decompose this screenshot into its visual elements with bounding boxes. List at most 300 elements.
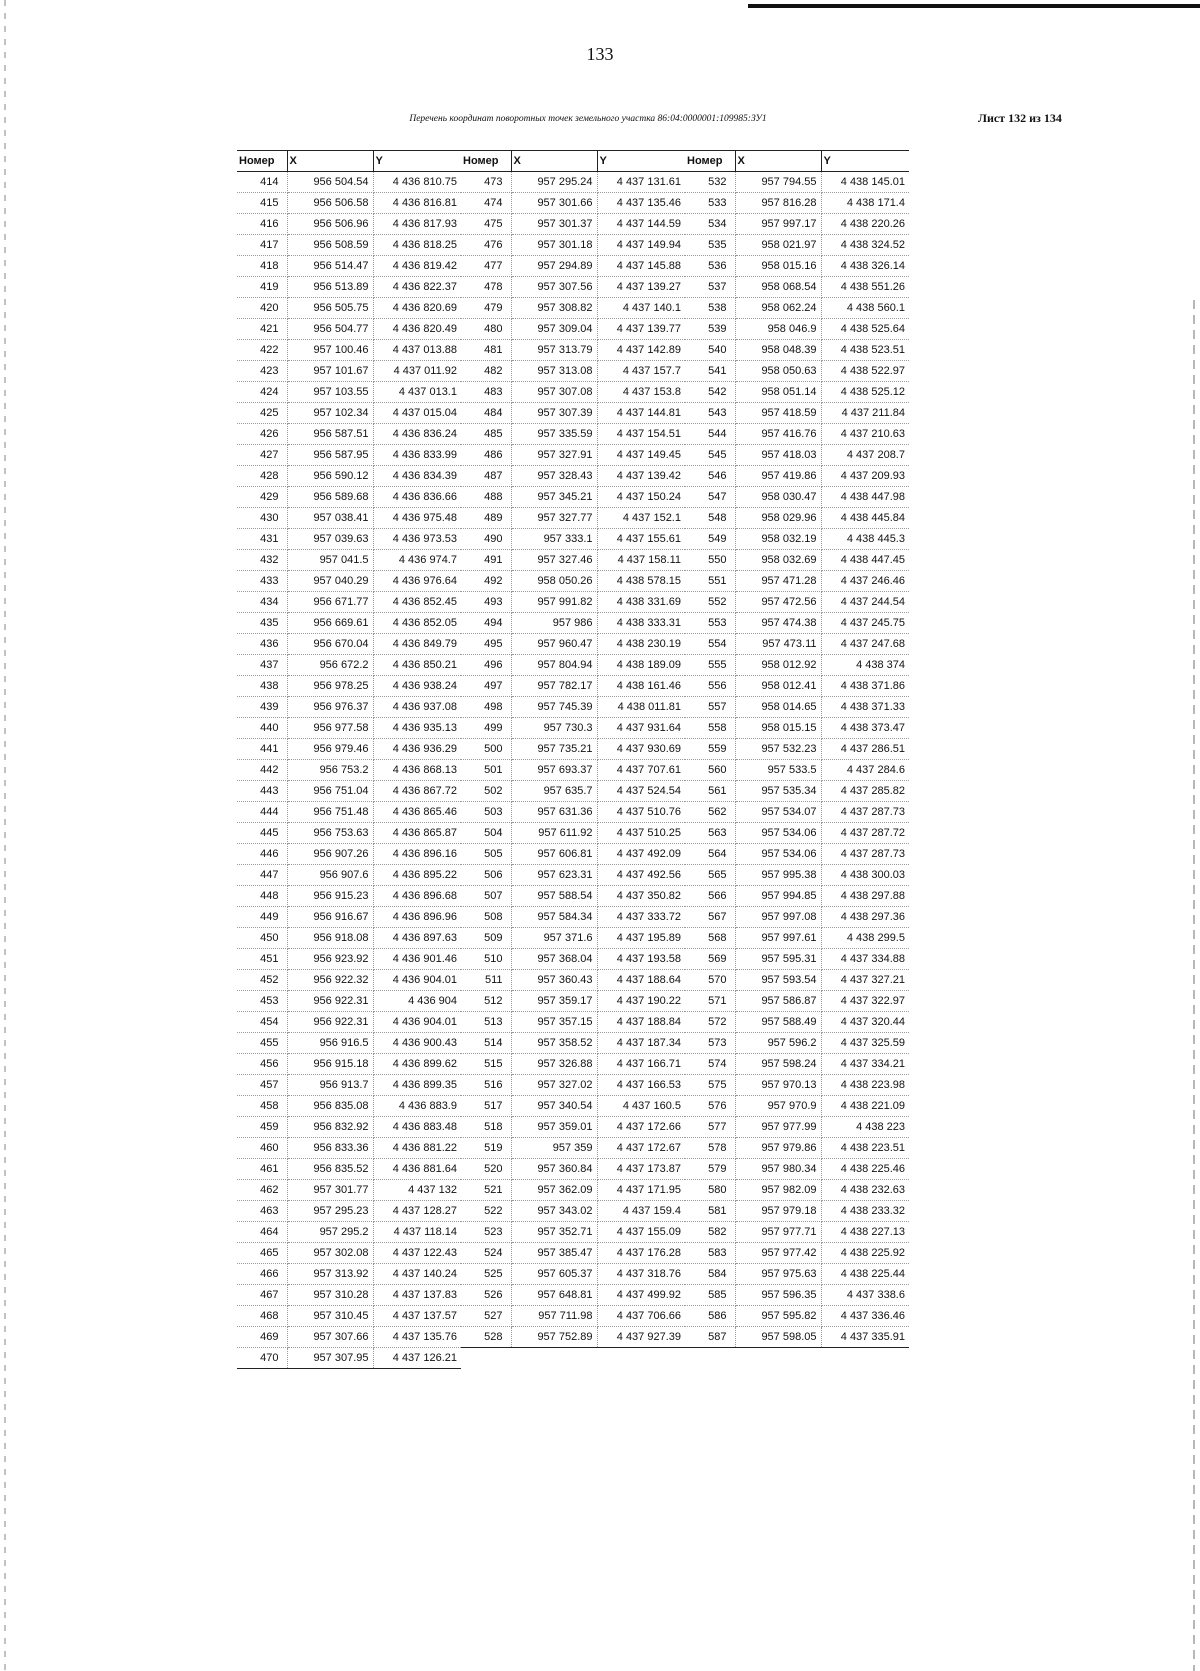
point-number-cell: 434 xyxy=(237,592,287,613)
point-number-cell: 468 xyxy=(237,1306,287,1327)
y-coordinate-cell: 4 438 225.46 xyxy=(821,1159,909,1180)
table-row xyxy=(237,445,461,466)
sheet-label: Лист 132 из 134 xyxy=(978,111,1062,125)
x-coordinate-cell: 957 606.81 xyxy=(511,844,597,865)
point-number-cell: 567 xyxy=(685,907,735,928)
point-number-cell: 450 xyxy=(237,928,287,949)
header-number: Номер xyxy=(237,151,287,172)
y-coordinate-cell: 4 437 013.1 xyxy=(373,382,461,403)
point-number-cell: 526 xyxy=(461,1285,511,1306)
y-coordinate-cell: 4 437 137.57 xyxy=(373,1306,461,1327)
table-row xyxy=(461,697,685,718)
table-row xyxy=(685,991,909,1012)
table-row xyxy=(685,1012,909,1033)
y-coordinate-cell: 4 437 287.73 xyxy=(821,802,909,823)
table-row xyxy=(237,214,461,235)
table-row xyxy=(685,928,909,949)
x-coordinate-cell: 956 670.04 xyxy=(287,634,373,655)
x-coordinate-cell: 958 032.69 xyxy=(735,550,821,571)
point-number-cell: 414 xyxy=(237,172,287,193)
point-number-cell: 453 xyxy=(237,991,287,1012)
table-row xyxy=(461,823,685,844)
x-coordinate-cell: 958 032.19 xyxy=(735,529,821,550)
point-number-cell: 577 xyxy=(685,1117,735,1138)
point-number-cell: 549 xyxy=(685,529,735,550)
x-coordinate-cell: 957 816.28 xyxy=(735,193,821,214)
header-x: X xyxy=(287,151,373,172)
x-coordinate-cell: 956 587.95 xyxy=(287,445,373,466)
y-coordinate-cell: 4 437 132 xyxy=(373,1180,461,1201)
y-coordinate-cell: 4 438 223 xyxy=(821,1117,909,1138)
point-number-cell: 452 xyxy=(237,970,287,991)
point-number-cell: 574 xyxy=(685,1054,735,1075)
point-number-cell: 458 xyxy=(237,1096,287,1117)
point-number-cell: 477 xyxy=(461,256,511,277)
x-coordinate-cell: 957 595.31 xyxy=(735,949,821,970)
point-number-cell: 494 xyxy=(461,613,511,634)
x-coordinate-cell: 956 832.92 xyxy=(287,1117,373,1138)
point-number-cell: 457 xyxy=(237,1075,287,1096)
y-coordinate-cell: 4 436 850.21 xyxy=(373,655,461,676)
table-row xyxy=(237,361,461,382)
y-coordinate-cell: 4 436 881.64 xyxy=(373,1159,461,1180)
table-row xyxy=(237,823,461,844)
point-number-cell: 550 xyxy=(685,550,735,571)
y-coordinate-cell: 4 438 445.3 xyxy=(821,529,909,550)
x-coordinate-cell: 957 310.45 xyxy=(287,1306,373,1327)
x-coordinate-cell: 956 922.31 xyxy=(287,1012,373,1033)
y-coordinate-cell: 4 436 852.05 xyxy=(373,613,461,634)
x-coordinate-cell: 957 327.02 xyxy=(511,1075,597,1096)
table-row xyxy=(237,634,461,655)
x-coordinate-cell: 957 359.17 xyxy=(511,991,597,1012)
point-number-cell: 455 xyxy=(237,1033,287,1054)
x-coordinate-cell: 957 794.55 xyxy=(735,172,821,193)
y-coordinate-cell: 4 436 883.48 xyxy=(373,1117,461,1138)
y-coordinate-cell: 4 436 935.13 xyxy=(373,718,461,739)
table-row xyxy=(685,1033,909,1054)
point-number-cell: 454 xyxy=(237,1012,287,1033)
y-coordinate-cell: 4 437 524.54 xyxy=(597,781,685,802)
table-row xyxy=(461,1054,685,1075)
table-row xyxy=(685,886,909,907)
y-coordinate-cell: 4 436 822.37 xyxy=(373,277,461,298)
x-coordinate-cell: 958 068.54 xyxy=(735,277,821,298)
x-coordinate-cell: 957 039.63 xyxy=(287,529,373,550)
table-row xyxy=(237,592,461,613)
table-row xyxy=(237,844,461,865)
x-coordinate-cell: 958 051.14 xyxy=(735,382,821,403)
point-number-cell: 586 xyxy=(685,1306,735,1327)
y-coordinate-cell: 4 437 137.83 xyxy=(373,1285,461,1306)
y-coordinate-cell: 4 437 015.04 xyxy=(373,403,461,424)
x-coordinate-cell: 957 359.01 xyxy=(511,1117,597,1138)
table-row xyxy=(685,592,909,613)
point-number-cell: 417 xyxy=(237,235,287,256)
table-row xyxy=(461,802,685,823)
table-row xyxy=(461,907,685,928)
y-coordinate-cell: 4 436 883.9 xyxy=(373,1096,461,1117)
y-coordinate-cell: 4 437 135.76 xyxy=(373,1327,461,1348)
y-coordinate-cell: 4 437 153.8 xyxy=(597,382,685,403)
point-number-cell: 585 xyxy=(685,1285,735,1306)
table-row xyxy=(237,1327,461,1348)
y-coordinate-cell: 4 437 327.21 xyxy=(821,970,909,991)
x-coordinate-cell: 957 301.66 xyxy=(511,193,597,214)
table-row xyxy=(685,382,909,403)
x-coordinate-cell: 957 986 xyxy=(511,613,597,634)
table-row xyxy=(685,1264,909,1285)
y-coordinate-cell: 4 436 833.99 xyxy=(373,445,461,466)
x-coordinate-cell: 957 586.87 xyxy=(735,991,821,1012)
table-row xyxy=(237,256,461,277)
y-coordinate-cell: 4 438 161.46 xyxy=(597,676,685,697)
point-number-cell: 485 xyxy=(461,424,511,445)
y-coordinate-cell: 4 437 011.92 xyxy=(373,361,461,382)
point-number-cell: 505 xyxy=(461,844,511,865)
x-coordinate-cell: 957 730.3 xyxy=(511,718,597,739)
point-number-cell: 424 xyxy=(237,382,287,403)
y-coordinate-cell: 4 436 904 xyxy=(373,991,461,1012)
y-coordinate-cell: 4 437 287.72 xyxy=(821,823,909,844)
point-number-cell: 483 xyxy=(461,382,511,403)
scan-edge-right xyxy=(1193,300,1195,1671)
point-number-cell: 489 xyxy=(461,508,511,529)
y-coordinate-cell: 4 437 140.1 xyxy=(597,298,685,319)
x-coordinate-cell: 958 014.65 xyxy=(735,697,821,718)
table-row xyxy=(685,634,909,655)
x-coordinate-cell: 957 101.67 xyxy=(287,361,373,382)
y-coordinate-cell: 4 437 187.34 xyxy=(597,1033,685,1054)
x-coordinate-cell: 956 669.61 xyxy=(287,613,373,634)
point-number-cell: 582 xyxy=(685,1222,735,1243)
table-row xyxy=(237,613,461,634)
x-coordinate-cell: 957 368.04 xyxy=(511,949,597,970)
y-coordinate-cell: 4 436 852.45 xyxy=(373,592,461,613)
table-row xyxy=(237,340,461,361)
y-coordinate-cell: 4 437 144.81 xyxy=(597,403,685,424)
y-coordinate-cell: 4 437 171.95 xyxy=(597,1180,685,1201)
point-number-cell: 545 xyxy=(685,445,735,466)
y-coordinate-cell: 4 437 510.76 xyxy=(597,802,685,823)
y-coordinate-cell: 4 437 246.46 xyxy=(821,571,909,592)
x-coordinate-cell: 957 360.84 xyxy=(511,1159,597,1180)
x-coordinate-cell: 957 994.85 xyxy=(735,886,821,907)
point-number-cell: 415 xyxy=(237,193,287,214)
point-number-cell: 456 xyxy=(237,1054,287,1075)
table-row xyxy=(461,487,685,508)
x-coordinate-cell: 957 345.21 xyxy=(511,487,597,508)
x-coordinate-cell: 957 584.34 xyxy=(511,907,597,928)
point-number-cell: 441 xyxy=(237,739,287,760)
y-coordinate-cell: 4 437 188.64 xyxy=(597,970,685,991)
table-row xyxy=(461,571,685,592)
table-row xyxy=(685,172,909,193)
x-coordinate-cell: 957 534.07 xyxy=(735,802,821,823)
y-coordinate-cell: 4 438 445.84 xyxy=(821,508,909,529)
point-number-cell: 443 xyxy=(237,781,287,802)
x-coordinate-cell: 956 913.7 xyxy=(287,1075,373,1096)
point-number-cell: 528 xyxy=(461,1327,511,1348)
y-coordinate-cell: 4 436 936.29 xyxy=(373,739,461,760)
y-coordinate-cell: 4 437 930.69 xyxy=(597,739,685,760)
point-number-cell: 499 xyxy=(461,718,511,739)
y-coordinate-cell: 4 437 166.71 xyxy=(597,1054,685,1075)
x-coordinate-cell: 957 418.03 xyxy=(735,445,821,466)
table-row xyxy=(237,550,461,571)
y-coordinate-cell: 4 438 447.45 xyxy=(821,550,909,571)
x-coordinate-cell: 957 362.09 xyxy=(511,1180,597,1201)
table-row xyxy=(685,256,909,277)
point-number-cell: 420 xyxy=(237,298,287,319)
x-coordinate-cell: 956 907.26 xyxy=(287,844,373,865)
y-coordinate-cell: 4 436 896.16 xyxy=(373,844,461,865)
table-row xyxy=(461,865,685,886)
point-number-cell: 504 xyxy=(461,823,511,844)
x-coordinate-cell: 956 976.37 xyxy=(287,697,373,718)
x-coordinate-cell: 957 040.29 xyxy=(287,571,373,592)
x-coordinate-cell: 957 295.23 xyxy=(287,1201,373,1222)
table-row xyxy=(237,676,461,697)
table-row xyxy=(461,256,685,277)
table-row xyxy=(237,319,461,340)
x-coordinate-cell: 958 012.92 xyxy=(735,655,821,676)
x-coordinate-cell: 957 313.79 xyxy=(511,340,597,361)
y-coordinate-cell: 4 437 247.68 xyxy=(821,634,909,655)
table-row xyxy=(461,634,685,655)
x-coordinate-cell: 956 506.58 xyxy=(287,193,373,214)
point-number-cell: 518 xyxy=(461,1117,511,1138)
point-number-cell: 538 xyxy=(685,298,735,319)
y-coordinate-cell: 4 437 139.27 xyxy=(597,277,685,298)
document-title: Перечень координат поворотных точек земельного участка 86:04:0000001:109985:ЗУ1 xyxy=(409,114,767,124)
x-coordinate-cell: 958 046.9 xyxy=(735,319,821,340)
point-number-cell: 478 xyxy=(461,277,511,298)
x-coordinate-cell: 957 418.59 xyxy=(735,403,821,424)
point-number-cell: 578 xyxy=(685,1138,735,1159)
x-coordinate-cell: 957 471.28 xyxy=(735,571,821,592)
x-coordinate-cell: 957 997.17 xyxy=(735,214,821,235)
table-header-row xyxy=(237,151,461,172)
point-number-cell: 437 xyxy=(237,655,287,676)
table-row xyxy=(237,760,461,781)
table-row xyxy=(237,697,461,718)
point-number-cell: 463 xyxy=(237,1201,287,1222)
header-x: X xyxy=(735,151,821,172)
scan-edge-left xyxy=(4,0,6,1671)
table-row xyxy=(237,865,461,886)
table-row xyxy=(685,193,909,214)
x-coordinate-cell: 957 327.91 xyxy=(511,445,597,466)
table-row xyxy=(461,298,685,319)
point-number-cell: 532 xyxy=(685,172,735,193)
y-coordinate-cell: 4 437 338.6 xyxy=(821,1285,909,1306)
y-coordinate-cell: 4 437 128.27 xyxy=(373,1201,461,1222)
table-row xyxy=(461,1075,685,1096)
point-number-cell: 581 xyxy=(685,1201,735,1222)
x-coordinate-cell: 957 307.66 xyxy=(287,1327,373,1348)
x-coordinate-cell: 956 514.47 xyxy=(287,256,373,277)
table-row xyxy=(237,781,461,802)
x-coordinate-cell: 957 997.61 xyxy=(735,928,821,949)
y-coordinate-cell: 4 436 881.22 xyxy=(373,1138,461,1159)
table-row xyxy=(237,172,461,193)
y-coordinate-cell: 4 436 865.87 xyxy=(373,823,461,844)
y-coordinate-cell: 4 437 210.63 xyxy=(821,424,909,445)
x-coordinate-cell: 957 371.6 xyxy=(511,928,597,949)
table-row xyxy=(461,1138,685,1159)
point-number-cell: 553 xyxy=(685,613,735,634)
table-row xyxy=(685,739,909,760)
table-row xyxy=(461,844,685,865)
point-number-cell: 431 xyxy=(237,529,287,550)
table-header-row xyxy=(685,151,909,172)
point-number-cell: 446 xyxy=(237,844,287,865)
header-y: Y xyxy=(821,151,909,172)
y-coordinate-cell: 4 437 931.64 xyxy=(597,718,685,739)
x-coordinate-cell: 957 333.1 xyxy=(511,529,597,550)
y-coordinate-cell: 4 437 176.28 xyxy=(597,1243,685,1264)
point-number-cell: 568 xyxy=(685,928,735,949)
point-number-cell: 469 xyxy=(237,1327,287,1348)
point-number-cell: 555 xyxy=(685,655,735,676)
table-row xyxy=(461,928,685,949)
table-row xyxy=(237,1285,461,1306)
x-coordinate-cell: 957 357.15 xyxy=(511,1012,597,1033)
point-number-cell: 490 xyxy=(461,529,511,550)
y-coordinate-cell: 4 438 374 xyxy=(821,655,909,676)
point-number-cell: 442 xyxy=(237,760,287,781)
point-number-cell: 544 xyxy=(685,424,735,445)
table-row xyxy=(461,382,685,403)
x-coordinate-cell: 957 980.34 xyxy=(735,1159,821,1180)
point-number-cell: 470 xyxy=(237,1348,287,1369)
x-coordinate-cell: 957 979.18 xyxy=(735,1201,821,1222)
x-coordinate-cell: 957 595.82 xyxy=(735,1306,821,1327)
y-coordinate-cell: 4 438 300.03 xyxy=(821,865,909,886)
table-row xyxy=(685,361,909,382)
table-row xyxy=(461,991,685,1012)
x-coordinate-cell: 957 474.38 xyxy=(735,613,821,634)
x-coordinate-cell: 957 623.31 xyxy=(511,865,597,886)
x-coordinate-cell: 957 038.41 xyxy=(287,508,373,529)
table-row xyxy=(237,298,461,319)
y-coordinate-cell: 4 437 155.09 xyxy=(597,1222,685,1243)
point-number-cell: 440 xyxy=(237,718,287,739)
table-row xyxy=(461,676,685,697)
point-number-cell: 475 xyxy=(461,214,511,235)
x-coordinate-cell: 956 508.59 xyxy=(287,235,373,256)
table-row xyxy=(461,970,685,991)
y-coordinate-cell: 4 436 810.75 xyxy=(373,172,461,193)
y-coordinate-cell: 4 436 836.24 xyxy=(373,424,461,445)
x-coordinate-cell: 957 472.56 xyxy=(735,592,821,613)
x-coordinate-cell: 957 970.9 xyxy=(735,1096,821,1117)
y-coordinate-cell: 4 438 227.13 xyxy=(821,1222,909,1243)
table-row xyxy=(461,1033,685,1054)
x-coordinate-cell: 958 048.39 xyxy=(735,340,821,361)
table-row xyxy=(461,172,685,193)
x-coordinate-cell: 957 745.39 xyxy=(511,697,597,718)
point-number-cell: 513 xyxy=(461,1012,511,1033)
table-row xyxy=(685,571,909,592)
point-number-cell: 465 xyxy=(237,1243,287,1264)
x-coordinate-cell: 956 922.32 xyxy=(287,970,373,991)
point-number-cell: 540 xyxy=(685,340,735,361)
table-row xyxy=(461,466,685,487)
point-number-cell: 523 xyxy=(461,1222,511,1243)
y-coordinate-cell: 4 438 221.09 xyxy=(821,1096,909,1117)
x-coordinate-cell: 957 977.42 xyxy=(735,1243,821,1264)
y-coordinate-cell: 4 437 150.24 xyxy=(597,487,685,508)
x-coordinate-cell: 956 977.58 xyxy=(287,718,373,739)
table-row xyxy=(237,886,461,907)
y-coordinate-cell: 4 437 172.66 xyxy=(597,1117,685,1138)
y-coordinate-cell: 4 438 324.52 xyxy=(821,235,909,256)
x-coordinate-cell: 957 979.86 xyxy=(735,1138,821,1159)
y-coordinate-cell: 4 438 525.12 xyxy=(821,382,909,403)
table-row xyxy=(685,1201,909,1222)
y-coordinate-cell: 4 436 818.25 xyxy=(373,235,461,256)
table-row xyxy=(461,718,685,739)
x-coordinate-cell: 957 419.86 xyxy=(735,466,821,487)
y-coordinate-cell: 4 436 867.72 xyxy=(373,781,461,802)
point-number-cell: 522 xyxy=(461,1201,511,1222)
x-coordinate-cell: 957 313.08 xyxy=(511,361,597,382)
table-row xyxy=(237,718,461,739)
table-row xyxy=(685,676,909,697)
x-coordinate-cell: 957 307.56 xyxy=(511,277,597,298)
point-number-cell: 486 xyxy=(461,445,511,466)
x-coordinate-cell: 956 671.77 xyxy=(287,592,373,613)
x-coordinate-cell: 957 752.89 xyxy=(511,1327,597,1348)
table-row xyxy=(461,1327,685,1348)
point-number-cell: 509 xyxy=(461,928,511,949)
y-coordinate-cell: 4 436 899.62 xyxy=(373,1054,461,1075)
point-number-cell: 520 xyxy=(461,1159,511,1180)
x-coordinate-cell: 957 307.08 xyxy=(511,382,597,403)
x-coordinate-cell: 956 590.12 xyxy=(287,466,373,487)
x-coordinate-cell: 957 596.35 xyxy=(735,1285,821,1306)
table-row xyxy=(685,508,909,529)
point-number-cell: 445 xyxy=(237,823,287,844)
y-coordinate-cell: 4 437 188.84 xyxy=(597,1012,685,1033)
y-coordinate-cell: 4 436 816.81 xyxy=(373,193,461,214)
x-coordinate-cell: 957 782.17 xyxy=(511,676,597,697)
table-row xyxy=(461,1117,685,1138)
y-coordinate-cell: 4 438 331.69 xyxy=(597,592,685,613)
point-number-cell: 517 xyxy=(461,1096,511,1117)
point-number-cell: 462 xyxy=(237,1180,287,1201)
y-coordinate-cell: 4 437 244.54 xyxy=(821,592,909,613)
x-coordinate-cell: 956 978.25 xyxy=(287,676,373,697)
table-row xyxy=(685,1138,909,1159)
x-coordinate-cell: 957 596.2 xyxy=(735,1033,821,1054)
x-coordinate-cell: 957 313.92 xyxy=(287,1264,373,1285)
x-coordinate-cell: 956 513.89 xyxy=(287,277,373,298)
y-coordinate-cell: 4 437 013.88 xyxy=(373,340,461,361)
table-row xyxy=(237,1243,461,1264)
table-row xyxy=(461,508,685,529)
y-coordinate-cell: 4 438 225.44 xyxy=(821,1264,909,1285)
x-coordinate-cell: 957 041.5 xyxy=(287,550,373,571)
point-number-cell: 449 xyxy=(237,907,287,928)
table-row xyxy=(237,802,461,823)
header-x: X xyxy=(511,151,597,172)
point-number-cell: 484 xyxy=(461,403,511,424)
table-row xyxy=(237,508,461,529)
y-coordinate-cell: 4 437 166.53 xyxy=(597,1075,685,1096)
